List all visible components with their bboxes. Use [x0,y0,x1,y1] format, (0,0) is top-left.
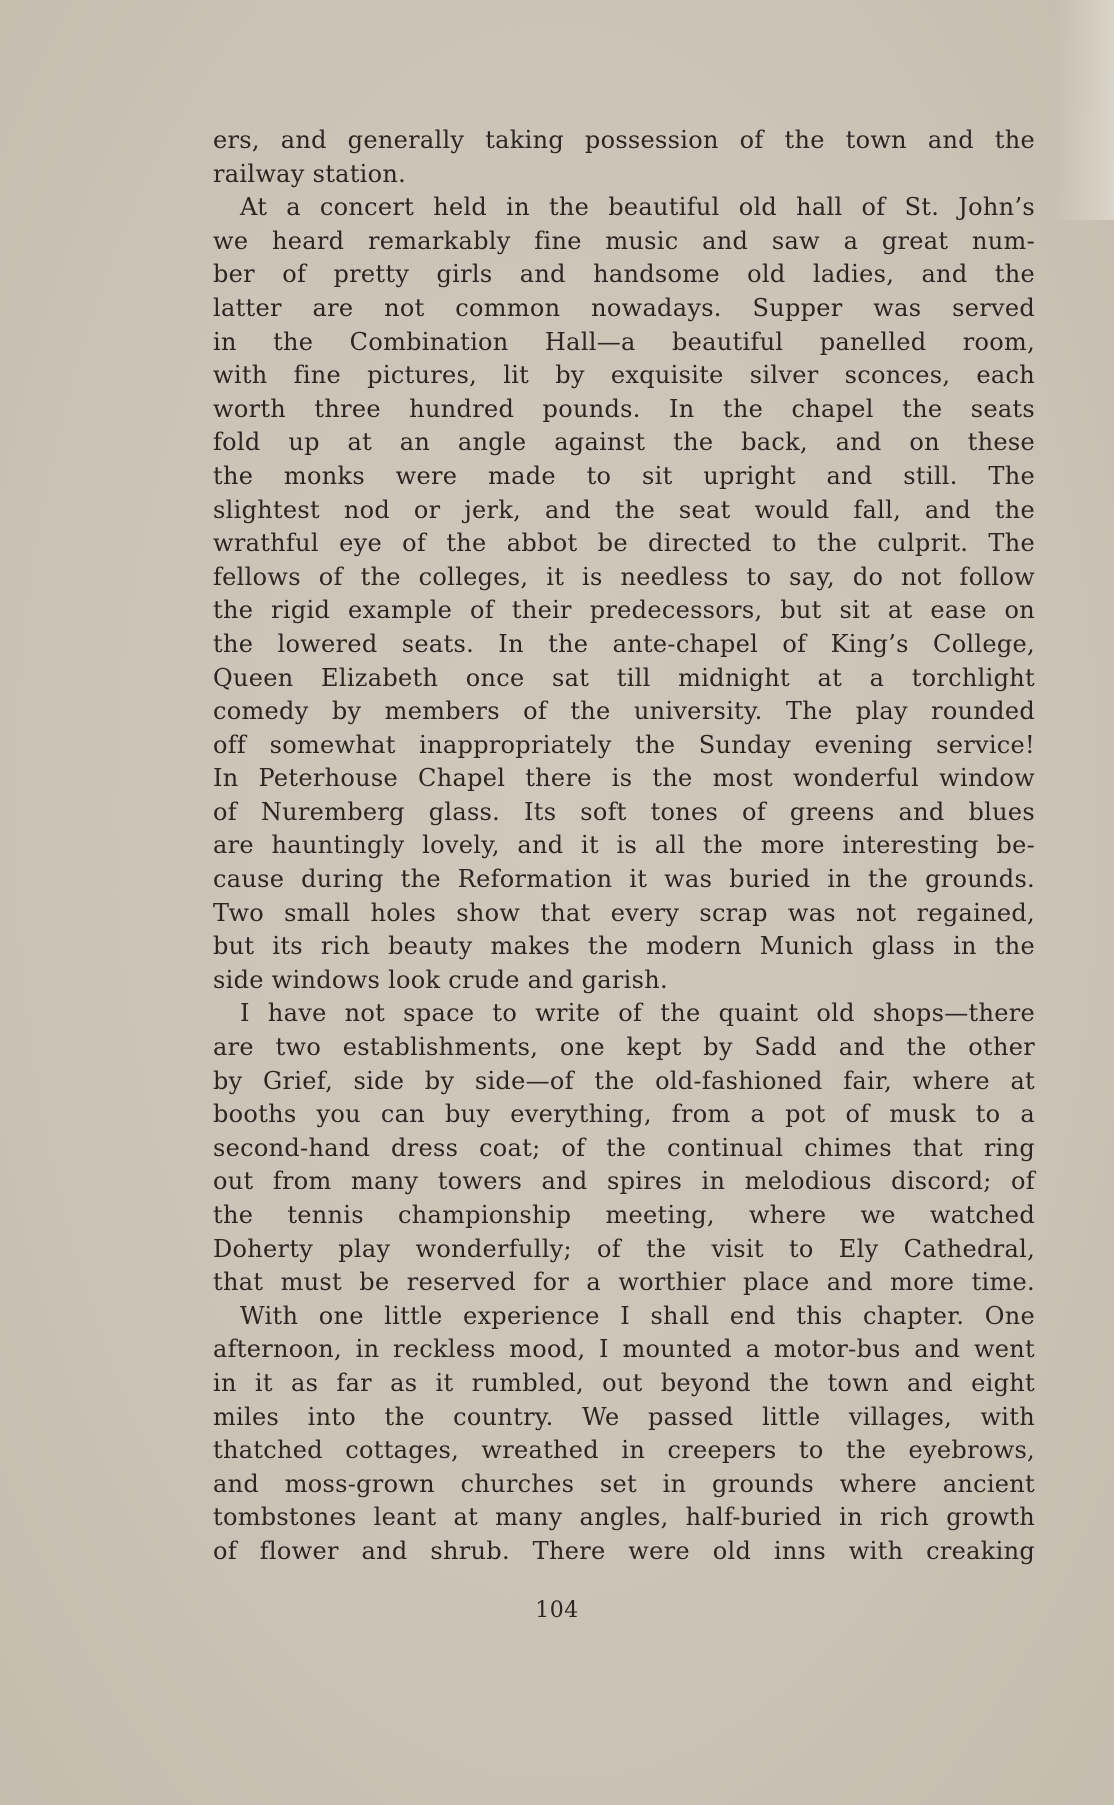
page-number: 104 [535,1598,579,1623]
text-line: that must be reserved for a worthier place and more time. [213,1268,1035,1297]
text-line: by Grief, side by side—of the old-fashioned fair, where at [213,1066,1035,1095]
text-line: in it as far as it rumbled, out beyond the town and eight [213,1368,1035,1397]
text-line: the lowered seats. In the ante-chapel of King’s College, [213,629,1035,658]
text-line: in the Combination Hall—a beautiful panelled room, [213,327,1035,356]
text-line: but its rich beauty makes the modern Munich glass in the [213,932,1035,961]
text-line: the tennis championship meeting, where we watched [213,1201,1035,1229]
text-line: out from many towers and spires in melodious discord; of [213,1167,1035,1196]
text-line: are hauntingly lovely, and it is all the more interesting be- [213,831,1035,860]
text-line: Doherty play wonderfully; of the visit to Ely Cathedral, [213,1234,1035,1263]
text-line: railway station. [213,159,407,188]
text-line: and moss-grown churches set in grounds where ancient [213,1469,1035,1498]
text-line: At a concert held in the beautiful old hall of St. John’s [240,193,1035,222]
text-line: we heard remarkably fine music and saw a great num- [213,226,1035,255]
text-line: fellows of the colleges, it is needless to say, do not follow [213,562,1035,591]
text-line: miles into the country. We passed little villages, with [213,1402,1035,1431]
text-line: of Nuremberg glass. Its soft tones of greens and blues [213,797,1035,826]
text-line: fold up at an angle against the back, and on these [213,428,1035,457]
text-line: I have not space to write of the quaint old shops—there [240,999,1035,1028]
text-line: side windows look crude and garish. [213,965,668,994]
text-line: booths you can buy everything, from a pot of musk to a [213,1100,1035,1129]
text-line: the monks were made to sit upright and still. The [213,461,1035,490]
text-line: thatched cottages, wreathed in creepers to the eyebrows, [213,1436,1035,1465]
text-line: worth three hundred pounds. In the chapel the seats [213,394,1035,423]
text-line: wrathful eye of the abbot be directed to the culprit. The [213,529,1035,558]
text-line: of flower and shrub. There were old inns with creaking [213,1536,1035,1565]
text-line: latter are not common nowadays. Supper was served [213,293,1035,322]
text-line: Queen Elizabeth once sat till midnight at a torchlight [213,663,1035,692]
text-line: With one little experience I shall end this chapter. One [240,1301,1035,1330]
text-line: Two small holes show that every scrap was not regained, [213,898,1035,927]
text-line: slightest nod or jerk, and the seat would fall, and the [213,495,1035,524]
body-text [213,124,1035,1569]
text-line: second-hand dress coat; of the continual chimes that ring [213,1133,1035,1162]
text-line: are two establishments, one kept by Sadd and the other [213,1033,1035,1062]
text-line: In Peterhouse Chapel there is the most wonderful window [213,764,1035,793]
text-line: afternoon, in reckless mood, I mounted a motor-bus and went [213,1335,1035,1364]
text-line: ber of pretty girls and handsome old ladies, and the [213,260,1035,289]
text-line: ers, and generally taking possession of the town and the [213,126,1035,154]
page-edge-shade [1054,0,1114,220]
text-line: the rigid example of their predecessors, but sit at ease on [213,596,1035,625]
text-line: with fine pictures, lit by exquisite silver sconces, each [213,361,1035,390]
text-line: off somewhat inappropriately the Sunday evening service! [213,730,1035,759]
text-line: comedy by members of the university. The play rounded [213,697,1035,726]
text-line: tombstones leant at many angles, half-buried in rich growth [213,1503,1035,1532]
text-line: cause during the Reformation it was buried in the grounds. [213,865,1035,894]
